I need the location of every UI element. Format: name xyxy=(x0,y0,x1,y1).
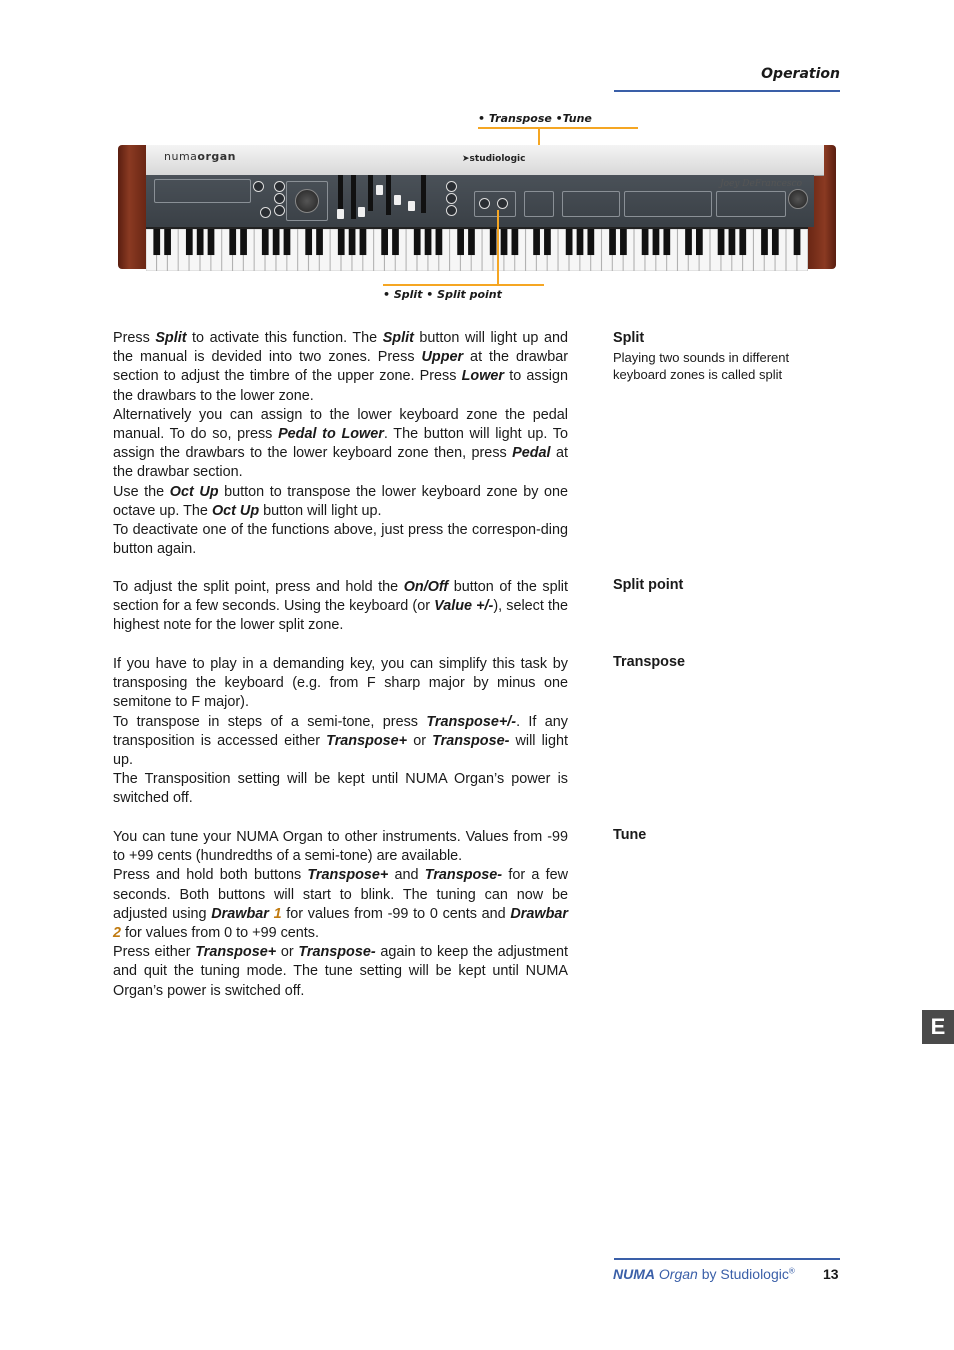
callout-line-bottom xyxy=(383,284,544,286)
panel-knob xyxy=(274,181,285,192)
section-title: Operation xyxy=(761,66,840,82)
black-key xyxy=(587,229,594,255)
black-key xyxy=(153,229,160,255)
panel-knob xyxy=(446,193,457,204)
black-key xyxy=(360,229,367,255)
black-key xyxy=(718,229,725,255)
black-key xyxy=(349,229,356,255)
black-key xyxy=(566,229,573,255)
tune-text xyxy=(113,828,568,1001)
black-key xyxy=(338,229,345,255)
drawbar-cap xyxy=(408,201,415,211)
black-key xyxy=(316,229,323,255)
black-key xyxy=(663,229,670,255)
panel-knob xyxy=(446,205,457,216)
black-key xyxy=(262,229,269,255)
organ-control-panel xyxy=(146,175,814,227)
rotary-effect-group xyxy=(716,191,786,217)
black-key xyxy=(305,229,312,255)
split-paragraph-2: Alternatively you can assign to the lower keyboard zone the pedal manual. To do so, press Pedal to Lower. The button will light up. To assign the drawbars to the lower keyboard zone then, press Pedal at the drawbar section. xyxy=(113,406,568,481)
panel-knob xyxy=(274,193,285,204)
black-key xyxy=(533,229,540,255)
drawbar-cap xyxy=(394,195,401,205)
drawbar xyxy=(368,175,373,211)
drawbar-cap xyxy=(376,185,383,195)
split-group xyxy=(562,191,620,217)
black-key xyxy=(457,229,464,255)
drawbar-cap xyxy=(337,209,344,219)
black-key xyxy=(512,229,519,255)
black-key xyxy=(609,229,616,255)
header-rule xyxy=(614,90,840,92)
split-paragraph-3: Use the Oct Up button to transpose the lower keyboard zone by one octave up. The Oct Up button will light up. xyxy=(113,483,569,519)
drawbar xyxy=(386,175,391,215)
black-key xyxy=(772,229,779,255)
black-key xyxy=(729,229,736,255)
black-key xyxy=(436,229,443,255)
transpose-paragraph-3: The Transposition setting will be kept until NUMA Organ’s power is switched off. xyxy=(113,771,568,807)
black-key xyxy=(186,229,193,255)
language-tab: E xyxy=(922,1010,954,1044)
panel-knob xyxy=(253,181,264,192)
black-key xyxy=(381,229,388,255)
black-key xyxy=(696,229,703,255)
transpose-paragraph-2: To transpose in steps of a semi-tone, press Transpose+/-. If any transposition is accessed either Transpose+ or Transpose- will light up. xyxy=(113,713,568,769)
black-key xyxy=(414,229,421,255)
black-key xyxy=(468,229,475,255)
black-key xyxy=(240,229,247,255)
heading-transpose: Transpose xyxy=(613,654,685,670)
black-key xyxy=(284,229,291,255)
display-group xyxy=(154,179,251,203)
split-point-text xyxy=(113,578,568,636)
panel-knob xyxy=(446,181,457,192)
black-key xyxy=(761,229,768,255)
black-key xyxy=(577,229,584,255)
black-key xyxy=(653,229,660,255)
headphone-jack xyxy=(788,189,808,209)
black-key xyxy=(685,229,692,255)
black-key xyxy=(208,229,215,255)
transpose-minus-button xyxy=(479,198,490,209)
tune-paragraph-1: You can tune your NUMA Organ to other instruments. Values from -99 to +99 cents (hundredths of a semi-tone) are available. xyxy=(113,829,568,865)
transpose-plus-button xyxy=(497,198,508,209)
black-key xyxy=(425,229,432,255)
organ-top-panel xyxy=(146,145,824,176)
tune-paragraph-2: Press and hold both buttons Transpose+ and Transpose- for a few seconds. Both buttons will start to blink. The tuning can now be adjusted using Drawbar 1 for values from -99 to 0 cents and Drawbar 2 for values from 0 to +99 cents. xyxy=(113,867,568,942)
rotary-group xyxy=(286,181,328,221)
black-key xyxy=(794,229,801,255)
callout-leader-bottom xyxy=(497,210,499,285)
black-key xyxy=(739,229,746,255)
black-key xyxy=(164,229,171,255)
black-key xyxy=(620,229,627,255)
footer-brand: NUMA Organ by Studiologic® xyxy=(613,1266,795,1282)
organ-keyboard xyxy=(146,227,808,271)
studiologic-logo: ➤studiologic xyxy=(462,154,526,164)
callout-split: • Split • Split point xyxy=(383,288,502,301)
split-point-paragraph: To adjust the split point, press and hold the On/Off button of the split section for a few seconds. Using the keyboard (or Value +/-), select the highest note for the lower split zone. xyxy=(113,579,569,634)
panel-knob xyxy=(274,205,285,216)
black-key xyxy=(490,229,497,255)
panel-knob xyxy=(260,207,271,218)
transpose-paragraph-1: If you have to play in a demanding key, you can simplify this task by transposing the keyboard (e.g. from F sharp major by minus one semitone to F major). xyxy=(113,656,568,711)
footer-rule xyxy=(614,1258,840,1260)
black-key xyxy=(197,229,204,255)
black-key xyxy=(229,229,236,255)
transpose-text xyxy=(113,655,568,809)
drawbar xyxy=(421,175,426,213)
heading-split: Split xyxy=(613,330,645,346)
signature: Joey DeFrancesco xyxy=(720,179,802,189)
effects-group xyxy=(624,191,712,217)
black-key xyxy=(544,229,551,255)
black-key xyxy=(501,229,508,255)
organ-wood-left xyxy=(118,145,146,269)
callout-line-top xyxy=(478,127,638,129)
black-key xyxy=(392,229,399,255)
master-knob xyxy=(295,189,319,213)
tune-paragraph-3: Press either Transpose+ or Transpose- again to keep the adjustment and quit the tuning mode. The tune setting will be kept until NUMA Organ’s power is switched off. xyxy=(113,944,569,999)
heading-tune: Tune xyxy=(613,827,647,843)
black-key xyxy=(273,229,280,255)
split-paragraph-1: Press Split to activate this function. The Split button will light up and the manual is devided into two zones. Press Upper at the drawbar section to adjust the timbre of the upper zone. Press Lower to assign the drawbars to the lower zone. xyxy=(113,330,568,404)
transpose-group xyxy=(474,191,516,217)
callout-transpose-tune: • Transpose •Tune xyxy=(478,112,592,125)
split-text xyxy=(113,329,568,559)
heading-split-point: Split point xyxy=(613,577,684,593)
split-paragraph-4: To deactivate one of the functions above, just press the correspon-ding button again. xyxy=(113,522,568,558)
page-number: 13 xyxy=(823,1266,839,1282)
organ-brand: numaorgan xyxy=(164,150,237,163)
split-note: Playing two sounds in different keyboard zones is called split xyxy=(613,350,790,382)
drawbar-cap xyxy=(358,207,365,217)
tune-group xyxy=(524,191,554,217)
black-key xyxy=(642,229,649,255)
drawbar xyxy=(351,175,356,219)
